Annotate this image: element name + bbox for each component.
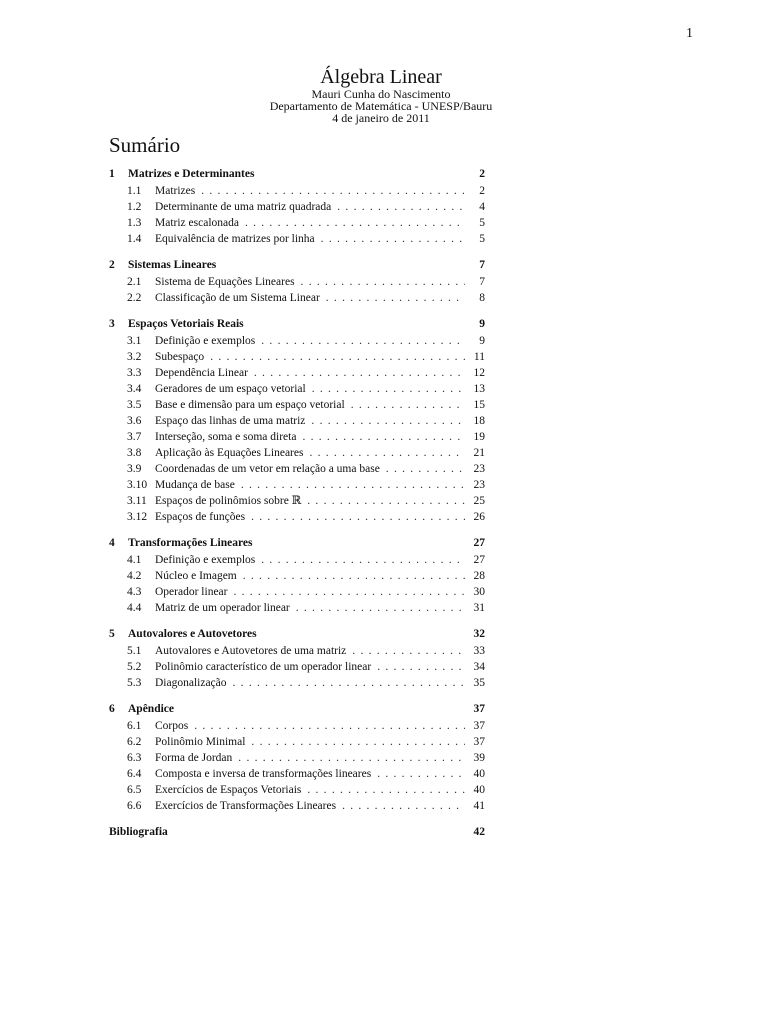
- page-reference: 12: [473, 367, 485, 379]
- section-title: Autovalores e Autovetores de uma matriz: [155, 645, 347, 657]
- dot-leader: [326, 290, 465, 306]
- toc-section-entry[interactable]: [109, 199, 485, 215]
- toc-section-entry[interactable]: [109, 365, 485, 381]
- section-title: Matrizes: [155, 185, 196, 197]
- section-number: 4.2: [127, 570, 142, 582]
- dot-leader: [245, 215, 465, 231]
- toc-section-entry[interactable]: [109, 659, 485, 675]
- page-reference: 23: [473, 463, 485, 475]
- toc-section-entry[interactable]: [109, 183, 485, 199]
- dot-leader: [233, 584, 465, 600]
- dot-leader: [301, 274, 465, 290]
- chapter-number: 6: [109, 703, 115, 715]
- dot-leader: [351, 397, 465, 413]
- toc-section-entry[interactable]: [109, 215, 485, 231]
- page-reference: 23: [473, 479, 485, 491]
- section-number: 5.1: [127, 645, 142, 657]
- toc-section-entry[interactable]: [109, 493, 485, 509]
- page-reference: 40: [473, 768, 485, 780]
- section-number: 1.2: [127, 201, 142, 213]
- section-title: Sistema de Equações Lineares: [155, 276, 295, 288]
- toc-section-entry[interactable]: [109, 397, 485, 413]
- toc-section-entry[interactable]: [109, 568, 485, 584]
- toc-section-entry[interactable]: [109, 600, 485, 616]
- title-block: [0, 66, 768, 124]
- page-number: 1: [686, 26, 693, 41]
- section-number: 2.1: [127, 276, 142, 288]
- section-title: Definição e exemplos: [155, 554, 256, 566]
- page-reference: 27: [473, 554, 485, 566]
- table-of-contents: [109, 166, 485, 841]
- page-reference: 30: [473, 586, 485, 598]
- toc-chapter: [109, 535, 485, 616]
- section-title: Aplicação às Equações Lineares: [155, 447, 304, 459]
- toc-section-entry[interactable]: [109, 381, 485, 397]
- chapter-number: 4: [109, 537, 115, 549]
- section-number: 3.10: [127, 479, 148, 491]
- toc-chapter-entry[interactable]: [109, 257, 485, 274]
- page-reference: 11: [473, 351, 485, 363]
- toc-section-entry[interactable]: [109, 584, 485, 600]
- toc-section-entry[interactable]: [109, 766, 485, 782]
- section-title: Geradores de um espaço vetorial: [155, 383, 306, 395]
- chapter-number: 1: [109, 168, 115, 180]
- dot-leader: [194, 718, 465, 734]
- section-title: Matriz de um operador linear: [155, 602, 290, 614]
- toc-chapter-entry[interactable]: [109, 535, 485, 552]
- page-reference: 28: [473, 570, 485, 582]
- section-title: Operador linear: [155, 586, 228, 598]
- section-title: Interseção, soma e soma direta: [155, 431, 297, 443]
- page-reference: 35: [473, 677, 485, 689]
- dot-leader: [261, 333, 465, 349]
- page-reference: 7: [479, 276, 485, 288]
- toc-section-entry[interactable]: [109, 413, 485, 429]
- dot-leader: [309, 445, 465, 461]
- document-title: Álgebra Linear: [320, 66, 442, 88]
- toc-chapter-entry[interactable]: [109, 701, 485, 718]
- page-reference: 13: [473, 383, 485, 395]
- dot-leader: [210, 349, 465, 365]
- chapter-title: Transformações Lineares: [128, 537, 253, 549]
- toc-section-entry[interactable]: [109, 349, 485, 365]
- department: Departamento de Matemática - UNESP/Bauru: [269, 99, 493, 113]
- toc-section-entry[interactable]: [109, 798, 485, 814]
- toc-chapter: [109, 166, 485, 247]
- section-number: 3.4: [127, 383, 142, 395]
- section-title: Espaços de polinômios sobre ℝ: [155, 495, 302, 507]
- dot-leader: [238, 750, 465, 766]
- page-reference: 25: [473, 495, 485, 507]
- page-reference: 26: [473, 511, 485, 523]
- section-title: Determinante de uma matriz quadrada: [155, 201, 332, 213]
- section-title: Base e dimensão para um espaço vetorial: [155, 399, 345, 411]
- toc-heading: Sumário: [109, 133, 181, 157]
- page-reference: 5: [479, 217, 485, 229]
- page-reference: 5: [479, 233, 485, 245]
- toc-section-entry[interactable]: [109, 333, 485, 349]
- dot-leader: [296, 600, 465, 616]
- page-reference: 18: [473, 415, 485, 427]
- toc-chapter-entry[interactable]: [109, 166, 485, 183]
- page-reference: 37: [473, 736, 485, 748]
- section-title: Corpos: [155, 720, 189, 732]
- page-reference: 21: [473, 447, 485, 459]
- toc-chapter: [109, 316, 485, 525]
- page-reference: 42: [473, 826, 485, 838]
- toc-section-entry[interactable]: [109, 477, 485, 493]
- dot-leader: [307, 493, 465, 509]
- section-title: Equivalência de matrizes por linha: [155, 233, 315, 245]
- section-number: 3.11: [127, 495, 147, 507]
- dot-leader: [377, 659, 465, 675]
- section-number: 1.1: [127, 185, 142, 197]
- page-reference: 2: [479, 185, 485, 197]
- toc-section-entry[interactable]: [109, 734, 485, 750]
- section-title: Classificação de um Sistema Linear: [155, 292, 320, 304]
- toc-section-entry[interactable]: [109, 782, 485, 798]
- author: Mauri Cunha do Nascimento: [311, 87, 451, 101]
- dot-leader: [201, 183, 465, 199]
- chapter-number: 5: [109, 628, 115, 640]
- toc-section-entry[interactable]: [109, 675, 485, 691]
- dot-leader: [241, 477, 465, 493]
- section-number: 3.5: [127, 399, 142, 411]
- section-title: Polinômio característico de um operador linear: [155, 661, 372, 673]
- section-number: 3.8: [127, 447, 142, 459]
- toc-bibliography-entry[interactable]: [109, 824, 485, 841]
- page-reference: 4: [479, 201, 485, 213]
- toc-section-entry[interactable]: [109, 750, 485, 766]
- dot-leader: [337, 199, 465, 215]
- section-title: Núcleo e Imagem: [155, 570, 237, 582]
- section-number: 6.3: [127, 752, 142, 764]
- section-number: 4.1: [127, 554, 142, 566]
- dot-leader: [377, 766, 465, 782]
- toc-section-entry[interactable]: [109, 718, 485, 734]
- section-number: 4.3: [127, 586, 142, 598]
- dot-leader: [251, 734, 465, 750]
- section-title: Espaço das linhas de uma matriz: [155, 415, 306, 427]
- page-reference: 9: [479, 318, 485, 330]
- dot-leader: [233, 675, 465, 691]
- section-number: 5.2: [127, 661, 142, 673]
- toc-chapter: [109, 257, 485, 306]
- section-title: Composta e inversa de transformações lineares: [155, 768, 372, 780]
- dot-leader: [342, 798, 465, 814]
- toc-chapter: [109, 701, 485, 814]
- chapter-number: 2: [109, 259, 115, 271]
- section-number: 5.3: [127, 677, 142, 689]
- toc-section-entry[interactable]: [109, 274, 485, 290]
- page-reference: 37: [473, 703, 485, 715]
- dot-leader: [321, 231, 465, 247]
- chapter-title: Espaços Vetoriais Reais: [128, 318, 244, 330]
- section-title: Polinômio Minimal: [155, 736, 246, 748]
- section-title: Espaços de funções: [155, 511, 246, 523]
- section-title: Subespaço: [155, 351, 205, 363]
- chapter-title: Sistemas Lineares: [128, 259, 217, 271]
- section-title: Forma de Jordan: [155, 752, 233, 764]
- page-reference: 15: [473, 399, 485, 411]
- section-number: 3.7: [127, 431, 142, 443]
- toc-section-entry[interactable]: [109, 445, 485, 461]
- section-number: 3.3: [127, 367, 142, 379]
- date: 4 de janeiro de 2011: [332, 111, 430, 125]
- toc-chapter: [109, 626, 485, 691]
- section-title: Coordenadas de um vetor em relação a uma base: [155, 463, 380, 475]
- page-reference: 7: [479, 259, 485, 271]
- dot-leader: [311, 413, 465, 429]
- page-reference: 33: [473, 645, 485, 657]
- section-title: Dependência Linear: [155, 367, 248, 379]
- dot-leader: [302, 429, 465, 445]
- section-title: Exercícios de Espaços Vetoriais: [155, 784, 302, 796]
- section-number: 1.3: [127, 217, 142, 229]
- section-number: 6.1: [127, 720, 142, 732]
- section-number: 6.2: [127, 736, 142, 748]
- dot-leader: [251, 509, 465, 525]
- chapter-title: Matrizes e Determinantes: [128, 168, 255, 180]
- dot-leader: [312, 381, 465, 397]
- toc-section-entry[interactable]: [109, 429, 485, 445]
- dot-leader: [261, 552, 465, 568]
- page-reference: 40: [473, 784, 485, 796]
- dot-leader: [352, 643, 465, 659]
- toc-section-entry[interactable]: [109, 509, 485, 525]
- section-number: 1.4: [127, 233, 142, 245]
- toc-section-entry[interactable]: [109, 643, 485, 659]
- section-number: 3.6: [127, 415, 142, 427]
- section-title: Exercícios de Transformações Lineares: [155, 800, 337, 812]
- page-reference: 31: [473, 602, 485, 614]
- page-reference: 39: [473, 752, 485, 764]
- page-reference: 37: [473, 720, 485, 732]
- section-number: 3.2: [127, 351, 142, 363]
- section-number: 6.4: [127, 768, 142, 780]
- page-reference: 34: [473, 661, 485, 673]
- toc-chapter-entry[interactable]: [109, 316, 485, 333]
- section-title: Diagonalização: [155, 677, 227, 689]
- page-reference: 32: [473, 628, 485, 640]
- section-title: Definição e exemplos: [155, 335, 256, 347]
- page-reference: 8: [479, 292, 485, 304]
- toc-section-entry[interactable]: [109, 461, 485, 477]
- section-number: 6.6: [127, 800, 142, 812]
- dot-leader: [254, 365, 465, 381]
- page-reference: 41: [473, 800, 485, 812]
- page-reference: 2: [479, 168, 485, 180]
- page-reference: 9: [479, 335, 485, 347]
- section-number: 3.1: [127, 335, 142, 347]
- bibliography-title: Bibliografia: [109, 826, 168, 838]
- chapter-title: Apêndice: [128, 703, 174, 715]
- section-title: Mudança de base: [155, 479, 235, 491]
- section-number: 4.4: [127, 602, 142, 614]
- toc-section-entry[interactable]: [109, 231, 485, 247]
- dot-leader: [307, 782, 465, 798]
- toc-section-entry[interactable]: [109, 290, 485, 306]
- dot-leader: [243, 568, 465, 584]
- chapter-title: Autovalores e Autovetores: [128, 628, 257, 640]
- section-number: 6.5: [127, 784, 142, 796]
- toc-chapter-entry[interactable]: [109, 626, 485, 643]
- dot-leader: [386, 461, 465, 477]
- section-number: 3.12: [127, 511, 148, 523]
- section-number: 3.9: [127, 463, 142, 475]
- page-reference: 27: [473, 537, 485, 549]
- page-reference: 19: [473, 431, 485, 443]
- chapter-number: 3: [109, 318, 115, 330]
- toc-section-entry[interactable]: [109, 552, 485, 568]
- section-title: Matriz escalonada: [155, 217, 239, 229]
- section-number: 2.2: [127, 292, 142, 304]
